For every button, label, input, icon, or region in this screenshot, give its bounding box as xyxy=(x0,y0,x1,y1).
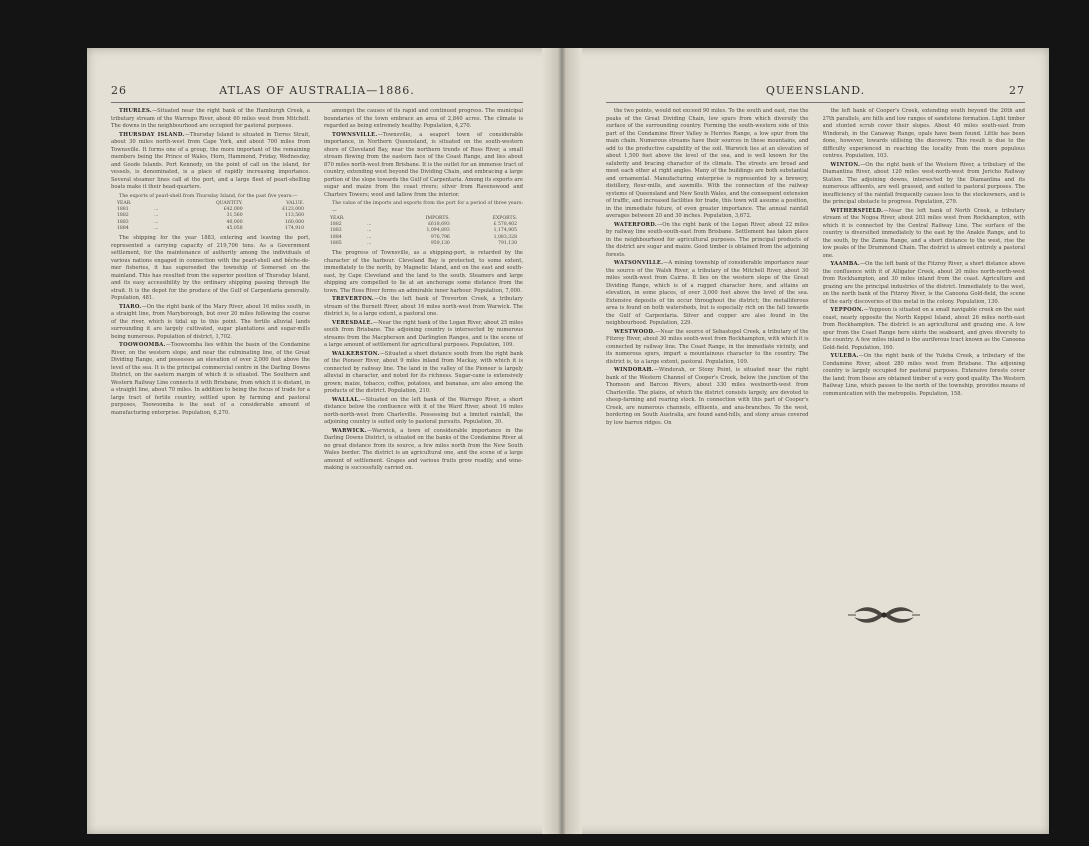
gazetteer-entry xyxy=(324,132,523,200)
entry-body: —On the right bank of the Yuleba Creek, a tributary of the Condamine River, about 280 miles west from Brisbane. The adjoining country is largely occupied for pastoral purposes. Extensive forests cover the land; from these are obtained timber of a very good quality. The Western Railway Line, which passes to the north of the township, provides means of communication with the metropolis. Population, 158. xyxy=(822,353,1025,397)
gazetteer-entry xyxy=(606,260,809,328)
entry-body: —Yeppoon is situated on a small navigable creek on the east coast, nearly opposite the North Keppel Island, about 26 miles north-east from Rockhampton. The district is an agricultural and grazing one. A low spur from the Coast Range here skirts the seaboard, and gives diversity to the country. A few miles inland is the auriferous tract known as the Canoona Gold-field. Population, 160. xyxy=(822,307,1025,351)
left-header-rule xyxy=(111,102,523,103)
gazetteer-entry xyxy=(823,108,1026,161)
entry-headword: YULEBA. xyxy=(830,353,859,359)
gazetteer-entry xyxy=(324,397,523,427)
left-page-number: 26 xyxy=(111,84,127,97)
entry-body: —Toowoomba lies within the basin of the Condamine River, on the western slope, and near the culminating line, of the Great Dividing Range, and possesses an elevation of over 2,000 feet above the level of the sea. It is the principal commercial centre in the Darling Downs District, on the eastern margin of which it is situated. The Southern and Western Railway Line connects it with Brisbane, from which it is distant, in a straight line, about 70 miles. In addition to being the focus of trade for a large tract of fertile country, settled upon by farming and pastoral purposes, Toowoomba is the seat of a considerable amount of manufacturing enterprise. Population, 6,270. xyxy=(111,342,310,416)
entry-body: The shipping for the year 1883, entering and leaving the port, represented a carrying capacity of 219,706 tons. As a Government settlement, for the maintenance of authority among the individuals of various nations engaged in connection with the pearl-shell and bêche-de-mer fisheries, it has superseded the township of Somerset on the mainland. This has resulted from the superior position of Thursday Island, and its easy accessibility by the ordinary shipping passing through the strait. It is the depot for the produce of the Gulf of Carpentaria generally. Population, 481. xyxy=(111,235,310,302)
stats-cell: ... xyxy=(367,240,372,246)
gazetteer-entry xyxy=(324,296,523,319)
gazetteer-entry xyxy=(823,261,1026,306)
right-page xyxy=(582,48,1049,834)
entry-headword: WESTWOOD. xyxy=(614,328,656,335)
left-column-1 xyxy=(111,108,310,814)
entry-headword: WARWICK. xyxy=(332,427,367,434)
stats-header-cell: YEAR. xyxy=(329,216,345,221)
stats-header-cell: EXPORTS. xyxy=(492,216,518,221)
stats-cell: 1884 xyxy=(329,234,342,240)
gazetteer-entry xyxy=(324,250,523,295)
stats-table xyxy=(328,216,519,247)
entry-body: —On the right bank of the Western River, a tributary of the Diamantina River, about 120 miles west-north-west from Jericho Railway Station. The adjoining downs, intersected by the Diamantina and its numerous affluents, are well grassed, and suited to pastoral purposes. The insufficiency of the rainfall frequently causes loss to the stockowners, and is the principal obstacle to progress. Population, 279. xyxy=(822,161,1025,205)
entry-body: —On the left bank of the Fitzroy River, a short distance above the confluence with it of Alligator Creek, about 20 miles north-north-west from Rockhampton, and 30 miles inland from the coast. Agriculture and grazing are the principal industries of the district. Immediately to the west, on the north bank of the Fitzroy River, is the Canoona Gold-field, the scene of the early discoveries of this metal in the colony. Population, 130. xyxy=(822,261,1025,305)
entry-body: the left bank of Cooper's Creek, extending south beyond the 26th and 27th parallels, are hills and low ranges of sandstone formation. Light timber and stunted scrub cover their slopes. About 40 miles south-east from Windorah, in the Canaway Range, opals have been found. Little has been done, however, towards utilising the discovery. This result is due to the difficulty experienced in reaching the locality from the more populous centres. Population, 103. xyxy=(822,108,1025,159)
stats-cell: 1882 xyxy=(116,213,129,219)
entry-headword: WATSONVILLE. xyxy=(614,260,664,266)
gazetteer-entry xyxy=(324,428,523,473)
entry-body: —On the left bank of Treverton Creek, a tributary stream of the Burnett River, about 16 miles north-west from Warwick. The district is, to a large extent, a pastoral one. xyxy=(324,296,523,318)
stats-cell: ... xyxy=(367,234,372,240)
entry-body: amongst the causes of its rapid and continued progress. The municipal boundaries of the town embrace an area of 2,840 acres. The climate is regarded as being extremely healthy. Population, 4,270. xyxy=(324,108,523,129)
gazetteer-entry xyxy=(606,222,809,260)
stats-cell: 1881 xyxy=(116,207,129,213)
stats-cell: ... xyxy=(154,207,159,213)
right-page-number: 27 xyxy=(1009,84,1025,97)
stats-cell: £123,000 xyxy=(282,207,305,213)
stats-cell: 174,910 xyxy=(285,225,305,231)
stats-cell: £618,693 xyxy=(427,222,450,228)
stats-cell: 1884 xyxy=(116,225,129,231)
entry-headword: TOWNSVILLE. xyxy=(332,131,378,138)
entry-body: —On the right bank of the Logan River, about 22 miles by railway line south-south-east from Brisbane. Settlement has taken place in the neighbourhood for agricultural purposes. The principal products of the district are sugar and maize. Good timber is obtained from the adjoining forests. xyxy=(606,221,809,258)
gazetteer-entry xyxy=(606,329,809,367)
stats-header-cell: QUANTITY. xyxy=(215,201,243,206)
entry-headword: YEPPOON. xyxy=(830,307,864,313)
stats-cell: 31,560 xyxy=(226,213,243,219)
entry-body: —Near the right bank of the Logan River, about 25 miles south from Brisbane. The adjoining country is intersected by numerous streams from the Macpherson and Darlington Ranges, and is the scene of a large amount of settlement for agricultural purposes. Population, 109. xyxy=(324,319,523,349)
entry-headword: VERESDALE. xyxy=(332,319,373,326)
entry-headword: WATERFORD. xyxy=(614,221,657,228)
entry-body: —Situated near the right bank of the Hamburgh Creek, a tributary stream of the Warrego River, about 60 miles west from Mitchell. The downs in the neighbourhood are occupied for pastoral purposes. xyxy=(111,108,310,129)
right-running-title: QUEENSLAND. xyxy=(765,84,866,97)
left-page xyxy=(87,48,547,834)
gazetteer-entry xyxy=(324,351,523,396)
stats-cell: 959,130 xyxy=(430,240,450,246)
stats-cell: 113,560 xyxy=(285,213,305,219)
book-spread xyxy=(87,48,1049,834)
entry-headword: TREVERTON. xyxy=(332,296,374,303)
gazetteer-entry xyxy=(111,304,310,342)
stats-header-cell: IMPORTS. xyxy=(425,216,450,221)
entry-body: —Near the left bank of North Creek, a tributary stream of the Nogoa River, about 203 miles west from Rockhampton, with which it is connected by the Central Railway Line. The surface of the country is diversified immediately to the east by the Anakie Range, and to the south, by the Zamia Range, and a short distance to the west, rise the low peaks of the Drummond Chain. The district is almost entirely a pastoral one. xyxy=(822,207,1025,259)
stats-row xyxy=(115,226,306,232)
stats-cell: 976,796 xyxy=(430,234,450,240)
gazetteer-entry xyxy=(111,132,310,192)
ornament-flourish xyxy=(844,603,924,627)
gazetteer-entry xyxy=(823,162,1026,207)
stats-cell: 1,083,328 xyxy=(493,234,518,240)
entry-body: —Near the source of Sebastopol Creek, a tributary of the Fitzroy River, about 30 miles south-west from Rockhampton, with which it is connected by railway line. The Coast Range, in the immediate vicinity, and its numerous spurs, impart a mountainous character to the country. The district is, to a large extent, pastoral. Population, 109. xyxy=(606,328,809,365)
stats-header-cell: VALUE. xyxy=(286,201,305,206)
gazetteer-entry xyxy=(823,208,1026,261)
gazetteer-entry xyxy=(111,342,310,417)
entry-body: —Situated on the left bank of the Warrego River, a short distance below the confluence with it of the Ward River, about 16 miles north-north-west from Charleville. Possessing but a limited rainfall, the adjoining country is suited only to pastoral pursuits. Population, 30. xyxy=(324,396,523,426)
right-header-rule xyxy=(606,102,1025,103)
left-column-2 xyxy=(324,108,523,814)
entry-headword: WINTON. xyxy=(830,161,861,168)
entry-body: —On the right bank of the Mary River, about 16 miles south, in a straight line, from Maryborough, but over 20 miles following the course of the river, which is tidal up to this point. The fertile alluvial lands surrounding it are largely cultivated, sugar plantations and sugar-mills being numerous. Population of district, 1,702. xyxy=(111,303,310,340)
entry-body: —Warwick, a town of considerable importance in the Darling Downs District, is situated on the banks of the Condamine River at no great distance from its source, a few miles north from the New South Wales border. The district is an agricultural one, and the scene of a large amount of settlement. Grapes and various fruits grow readily, and wine-making is successfully carried on. xyxy=(324,427,523,472)
stats-cell: 1,174,905 xyxy=(493,228,518,234)
gazetteer-entry xyxy=(111,235,310,303)
entry-body: —Windorah, or Stony Point, is situated near the right bank of the Western Channel of Cooper's Creek, below the junction of the Thomson and Barcoo Rivers, about 330 miles westnorth-west from Charleville. The plains, of which the district consists largely, are devoted to sheep-farming and rearing stock. In connection with this part of Cooper's Creek, are numerous channels, effluents, and ana-branches. To the west, bordering on South Australia, are found sand-hills, and stony areas covered by low barren ridges. On xyxy=(606,367,809,426)
left-running-head xyxy=(87,84,547,98)
stats-cell: ... xyxy=(367,228,372,234)
stats-cell: 1883 xyxy=(116,219,129,225)
stats-cell: 45,058 xyxy=(226,225,243,231)
entry-body: —Townsville, a seaport town of considerable importance, in Northern Queensland, is situated on the south-western shore of Cleveland Bay, near the northern trends of Ross River, a small stream flowing from the eastern face of the Coast Range, and lies about 870 miles north-west from Brisbane. It is the outlet for an immense tract of country, extending west beyond the Dividing Chain, and embracing a large portion of the slope towards the Gulf of Carpentaria. Among its exports are sugar and maize from the coast rivers; silver from Ravenswood and Charters Towers; wool and tallow from the interior. xyxy=(324,131,523,198)
entry-headword: WITHERSFIELD. xyxy=(830,207,884,214)
stats-cell: ... xyxy=(154,225,159,231)
gazetteer-entry xyxy=(606,367,809,427)
stats-caption: The value of the imports and exports from the port for a period of three years:— xyxy=(332,201,523,214)
gazetteer-entry xyxy=(606,108,809,221)
entry-headword: WALLAL. xyxy=(332,396,361,403)
stats-cell: 1883 xyxy=(329,228,342,234)
gazetteer-entry xyxy=(823,307,1026,352)
entry-headword: WALKERSTON. xyxy=(332,350,380,357)
stats-cell: £42,000 xyxy=(223,207,243,213)
entry-body: —Situated a short distance south from the right bank of the Pioneer River, about 9 miles inland from Mackay, with which it is connected by railway line. The land in the valley of the Pioneer is largely alluvial in character, and noted for its richness. Sugar-cane is extensively grown; maize, tobacco, coffee, potatoes, and bananas, are also among the products of the district. Population, 210. xyxy=(324,350,523,395)
entry-body: the two points, would not exceed 90 miles. To the south and east, rise the peaks of the Great Dividing Chain, low spurs from which diversify the surface of the surrounding country. Forming the south-western side of this part of the Condamine River Valley is Herries Range, a low spur from the main chain. Numerous streams have their sources in these mountains, and add to the productive capability of the soil. Warwick lies at an elevation of about 1,500 feet above the level of the sea, and is well known for the salubrity and bracing character of its climate. The streets are broad and meet each other at right angles. Many of the buildings are both substantial and ornamental. Manufacturing enterprise is represented by a brewery, distillery, flour-mills, and sawmills. With the connection of the railway systems of Queensland and New South Wales, and the consequent extension of traffic, and increased facilities for trade, this town will assume a position, in the immediate future, of even greater importance. The annual rainfall averages between 20 and 30 inches. Population, 3,672. xyxy=(606,108,809,219)
entry-body: —A mining township of considerable importance near the source of the Walsh River, a tributary of the Mitchell River, about 30 miles south-west from Cairns. It lies on the western slope of the Great Dividing Range, which is of a rugged character here, and attains an elevation, in some places, of over 3,000 feet above the level of the sea. Extensive deposits of tin occur throughout the district; the metalliferous area is found on both watersheds, but is especially rich on the fall towards the Gulf of Carpentaria. Silver and copper are also found in the neighbourhood. Population, 229. xyxy=(606,260,809,326)
stats-row xyxy=(328,241,519,247)
stats-cell: 160,000 xyxy=(285,219,305,225)
gazetteer-entry xyxy=(324,320,523,350)
stats-cell: £ 578,402 xyxy=(493,222,518,228)
stats-caption: The exports of pearl-shell from Thursday Island, for the past five years:— xyxy=(119,193,298,199)
entry-headword: TOOWOOMBA. xyxy=(119,342,166,349)
entry-body: The progress of Townsville, as a shipping-port, is retarded by the character of the harbour. Cleveland Bay is protected, to some extent, immediately to the north, by Magnetic Island, and on the east and south-east, by Cape Cleveland and the land to the south. Steamers and large shipping are compelled to lie at an anchorage some distance from the town. The Ross River forms an admirable inner harbour. Population, 7,000. xyxy=(324,250,523,294)
gazetteer-entry xyxy=(324,108,523,131)
stats-cell: 1885 xyxy=(329,240,342,246)
right-columns xyxy=(606,108,1025,814)
entry-headword: TIARO. xyxy=(119,303,142,310)
right-running-head xyxy=(582,84,1049,98)
right-column-1 xyxy=(606,108,809,814)
stats-cell: ... xyxy=(154,213,159,219)
entry-headword: WINDORAH. xyxy=(614,367,654,373)
stats-cell: ... xyxy=(367,222,372,228)
entry-headword: YAAMBA. xyxy=(830,261,860,267)
stats-header-cell: YEAR. xyxy=(116,201,132,206)
stats-cell: 1882 xyxy=(329,222,342,228)
stats-table xyxy=(115,201,306,232)
gazetteer-entry xyxy=(823,353,1026,398)
gazetteer-entry xyxy=(111,108,310,131)
stats-cell: 40,000 xyxy=(226,219,243,225)
stats-cell: 1,094,893 xyxy=(426,228,450,234)
entry-headword: THURSDAY ISLAND. xyxy=(119,131,185,138)
stats-cell: 791,130 xyxy=(498,240,518,246)
right-column-2 xyxy=(823,108,1026,814)
book-gutter xyxy=(542,48,582,834)
entry-body: —Thursday Island is situated in Torres Strait, about 30 miles north-west from Cape York, and about 700 miles from Townsville. It forms one of a group, the more important of the remaining members being the Prince of Wales, Horn, Hammond, Friday, Wednesday, and Goode Islands. Port Kennedy, on the point of call on the island, for vessels, is denominated, is a place of rapidly increasing importance. Several steamer lines call at the port, and a large fleet of pearl-shelling boats make it their head-quarters. xyxy=(111,131,310,190)
left-columns xyxy=(111,108,523,814)
entry-headword: THURLES. xyxy=(119,108,152,114)
left-running-title: ATLAS OF AUSTRALIA—1886. xyxy=(219,84,415,97)
stats-cell: ... xyxy=(154,219,159,225)
